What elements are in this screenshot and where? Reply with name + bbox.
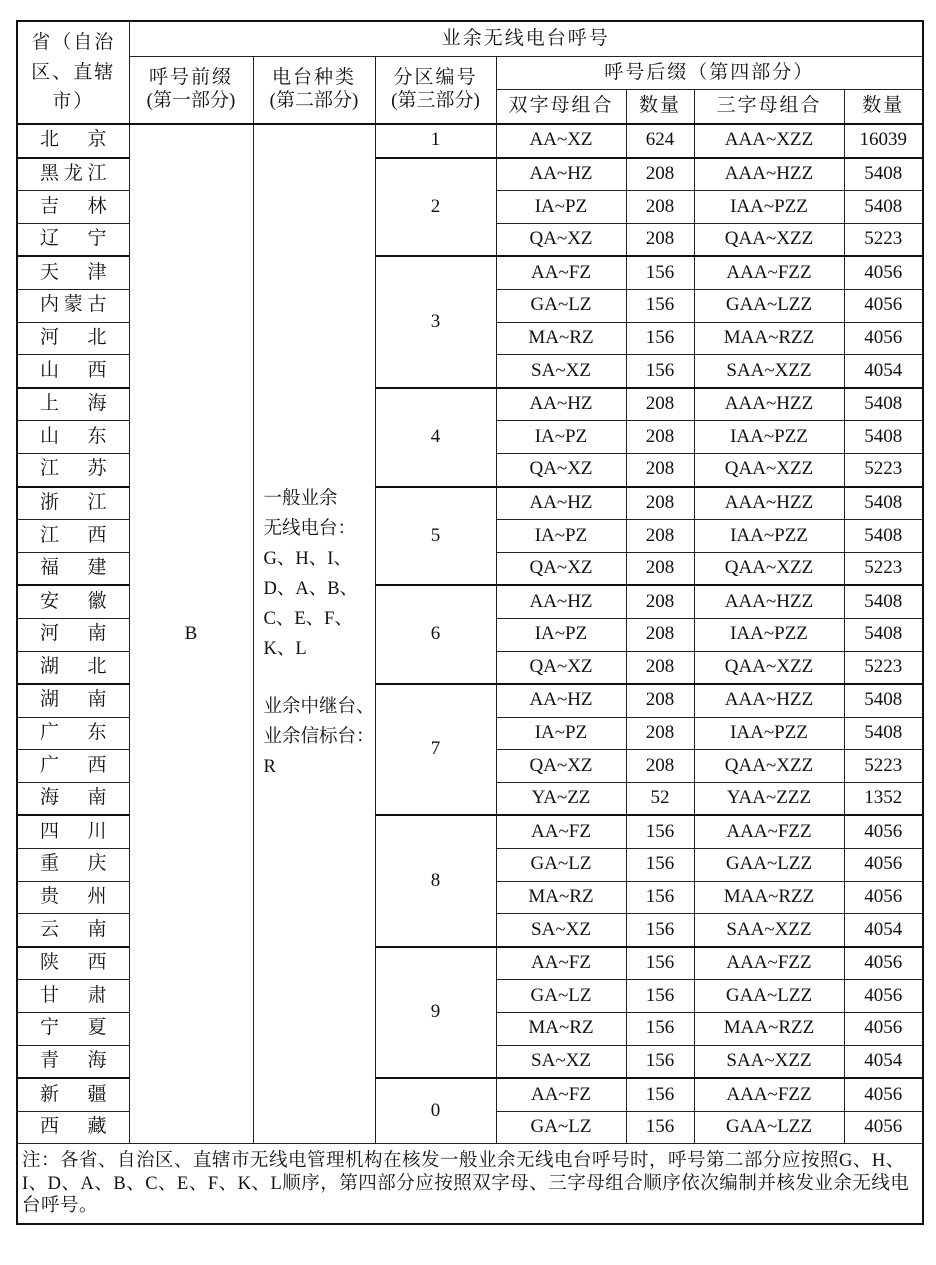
double-letter-cell: IA~PZ <box>496 717 626 750</box>
triple-letter-cell: AAA~FZZ <box>694 256 844 289</box>
double-count-cell: 624 <box>626 124 694 158</box>
province-cell: 安徽 <box>17 585 129 618</box>
double-letter-cell: MA~RZ <box>496 322 626 355</box>
triple-count-cell: 4054 <box>844 355 923 388</box>
double-letter-cell: MA~RZ <box>496 1013 626 1046</box>
double-letter-cell: AA~FZ <box>496 815 626 848</box>
triple-count-cell: 4054 <box>844 1045 923 1078</box>
zone-cell: 7 <box>375 684 496 815</box>
triple-count-cell: 5408 <box>844 158 923 191</box>
double-letter-cell: GA~LZ <box>496 289 626 322</box>
triple-count-cell: 4056 <box>844 815 923 848</box>
station-type-line: D、A、B、 <box>263 579 359 600</box>
triple-letter-cell: QAA~XZZ <box>694 552 844 585</box>
zone-cell: 9 <box>375 947 496 1078</box>
double-letter-cell: AA~FZ <box>496 947 626 980</box>
double-count-cell: 156 <box>626 355 694 388</box>
triple-letter-cell: GAA~LZZ <box>694 1111 844 1144</box>
triple-count-cell: 5408 <box>844 191 923 224</box>
triple-letter-cell: IAA~PZZ <box>694 421 844 454</box>
double-letter-cell: AA~HZ <box>496 158 626 191</box>
triple-count-cell: 5223 <box>844 223 923 256</box>
double-letter-cell: QA~XZ <box>496 651 626 684</box>
double-letter-cell: SA~XZ <box>496 914 626 947</box>
type-label: 电台种类 <box>271 67 356 89</box>
triple-count-cell: 5408 <box>844 684 923 717</box>
triple-count-cell: 5408 <box>844 421 923 454</box>
double-letter-cell: AA~HZ <box>496 585 626 618</box>
triple-count-cell: 4056 <box>844 1111 923 1144</box>
double-letter-cell: AA~XZ <box>496 124 626 158</box>
triple-count-cell: 5223 <box>844 453 923 486</box>
triple-letter-cell: QAA~XZZ <box>694 453 844 486</box>
triple-count-cell: 4056 <box>844 1078 923 1111</box>
double-count-cell: 156 <box>626 849 694 882</box>
double-letter-cell: QA~XZ <box>496 750 626 783</box>
triple-count-cell: 4056 <box>844 980 923 1013</box>
triple-letter-cell: IAA~PZZ <box>694 520 844 553</box>
province-cell: 山东 <box>17 421 129 454</box>
double-count-cell: 208 <box>626 223 694 256</box>
province-cell: 青海 <box>17 1045 129 1078</box>
province-cell: 北京 <box>17 124 129 158</box>
province-cell: 湖南 <box>17 684 129 717</box>
double-letter-header: 双字母组合 <box>496 90 626 125</box>
triple-count-cell: 4056 <box>844 1013 923 1046</box>
triple-letter-cell: AAA~FZZ <box>694 947 844 980</box>
double-letter-cell: QA~XZ <box>496 453 626 486</box>
province-cell: 广东 <box>17 717 129 750</box>
province-cell: 福建 <box>17 552 129 585</box>
province-cell: 浙江 <box>17 487 129 520</box>
triple-letter-cell: QAA~XZZ <box>694 223 844 256</box>
triple-letter-cell: SAA~XZZ <box>694 1045 844 1078</box>
province-cell: 上海 <box>17 388 129 421</box>
double-count-cell: 156 <box>626 1045 694 1078</box>
double-letter-cell: MA~RZ <box>496 881 626 914</box>
double-letter-cell: AA~FZ <box>496 1078 626 1111</box>
triple-letter-cell: AAA~XZZ <box>694 124 844 158</box>
triple-letter-cell: AAA~HZZ <box>694 585 844 618</box>
callsign-table <box>16 20 924 1225</box>
prefix-column-header <box>129 57 253 125</box>
double-count-cell: 52 <box>626 782 694 815</box>
station-type-text <box>264 485 375 783</box>
province-cell: 湖北 <box>17 651 129 684</box>
double-count-cell: 156 <box>626 1111 694 1144</box>
triple-count-cell: 5223 <box>844 552 923 585</box>
triple-letter-cell: GAA~LZZ <box>694 849 844 882</box>
triple-letter-cell: IAA~PZZ <box>694 618 844 651</box>
province-cell: 宁夏 <box>17 1013 129 1046</box>
province-cell: 黑龙江 <box>17 158 129 191</box>
triple-letter-cell: AAA~HZZ <box>694 684 844 717</box>
triple-letter-cell: AAA~FZZ <box>694 1078 844 1111</box>
zone-cell: 8 <box>375 815 496 946</box>
double-letter-cell: GA~LZ <box>496 980 626 1013</box>
triple-letter-header: 三字母组合 <box>694 90 844 125</box>
zone-cell: 3 <box>375 256 496 387</box>
double-letter-cell: AA~FZ <box>496 256 626 289</box>
triple-count-cell: 5223 <box>844 750 923 783</box>
double-letter-cell: IA~PZ <box>496 520 626 553</box>
double-count-cell: 156 <box>626 947 694 980</box>
zone-sub-label: (第三部分) <box>391 90 480 111</box>
triple-count-cell: 5408 <box>844 520 923 553</box>
triple-count-cell: 4056 <box>844 256 923 289</box>
station-type-line: R <box>263 757 276 778</box>
triple-count-cell: 4056 <box>844 289 923 322</box>
station-type-line: 一般业余 <box>263 489 338 510</box>
suffix-group-header: 呼号后缀（第四部分） <box>496 57 923 90</box>
type-sub-label: (第二部分) <box>269 90 359 111</box>
triple-letter-cell: YAA~ZZZ <box>694 782 844 815</box>
triple-letter-cell: MAA~RZZ <box>694 322 844 355</box>
triple-count-cell: 16039 <box>844 124 923 158</box>
zone-cell: 4 <box>375 388 496 487</box>
double-letter-cell: SA~XZ <box>496 355 626 388</box>
triple-count-cell: 4056 <box>844 849 923 882</box>
station-type-line: 无线电台： <box>263 519 357 540</box>
double-count-cell: 156 <box>626 980 694 1013</box>
table-note: 注：各省、自治区、直辖市无线电管理机构在核发一般业余无线电台呼号时，呼号第二部分应按照G、H、I、D、A、B、C、E、F、K、L顺序，第四部分应按照双字母、三字母组合顺序依次编制并核发业余无线电台呼号。 <box>17 1144 923 1224</box>
double-count-cell: 208 <box>626 552 694 585</box>
station-type-line: K、L <box>263 639 307 660</box>
callsign-table-container <box>16 20 922 1225</box>
province-cell: 陕西 <box>17 947 129 980</box>
double-count-cell: 208 <box>626 684 694 717</box>
triple-letter-cell: AAA~HZZ <box>694 388 844 421</box>
double-count-cell: 208 <box>626 750 694 783</box>
double-count-cell: 208 <box>626 520 694 553</box>
double-count-cell: 208 <box>626 191 694 224</box>
province-cell: 辽宁 <box>17 223 129 256</box>
province-column-header: 省（自治区、直辖市） <box>17 21 129 124</box>
triple-letter-cell: IAA~PZZ <box>694 191 844 224</box>
zone-label: 分区编号 <box>393 67 478 89</box>
station-type-line: 业余信标台： <box>263 727 375 748</box>
double-letter-cell: AA~HZ <box>496 388 626 421</box>
triple-letter-cell: AAA~HZZ <box>694 487 844 520</box>
double-count-cell: 208 <box>626 651 694 684</box>
type-column-header <box>253 57 375 125</box>
triple-letter-cell: GAA~LZZ <box>694 980 844 1013</box>
triple-count-cell: 5223 <box>844 651 923 684</box>
province-cell: 内蒙古 <box>17 289 129 322</box>
triple-letter-cell: QAA~XZZ <box>694 750 844 783</box>
prefix-sub-label: (第一部分) <box>146 90 236 111</box>
double-letter-cell: YA~ZZ <box>496 782 626 815</box>
triple-count-cell: 5408 <box>844 388 923 421</box>
province-cell: 河南 <box>17 618 129 651</box>
province-cell: 广西 <box>17 750 129 783</box>
zone-cell: 0 <box>375 1078 496 1144</box>
double-count-cell: 208 <box>626 421 694 454</box>
double-count-cell: 208 <box>626 388 694 421</box>
double-count-cell: 156 <box>626 914 694 947</box>
province-cell: 山西 <box>17 355 129 388</box>
triple-letter-cell: SAA~XZZ <box>694 355 844 388</box>
double-count-cell: 156 <box>626 1013 694 1046</box>
triple-letter-cell: SAA~XZZ <box>694 914 844 947</box>
double-letter-cell: GA~LZ <box>496 849 626 882</box>
callsign-group-header: 业余无线电台呼号 <box>129 21 923 57</box>
triple-count-header: 数量 <box>844 90 923 125</box>
province-cell: 海南 <box>17 782 129 815</box>
triple-count-cell: 5408 <box>844 487 923 520</box>
triple-count-cell: 5408 <box>844 585 923 618</box>
station-type-line: C、E、F、 <box>263 609 353 630</box>
zone-cell: 5 <box>375 487 496 586</box>
triple-count-cell: 4054 <box>844 914 923 947</box>
province-cell: 重庆 <box>17 849 129 882</box>
double-count-cell: 156 <box>626 289 694 322</box>
triple-letter-cell: MAA~RZZ <box>694 1013 844 1046</box>
province-cell: 江苏 <box>17 453 129 486</box>
double-letter-cell: AA~HZ <box>496 487 626 520</box>
double-letter-cell: IA~PZ <box>496 618 626 651</box>
province-cell: 四川 <box>17 815 129 848</box>
double-count-cell: 156 <box>626 256 694 289</box>
triple-letter-cell: AAA~FZZ <box>694 815 844 848</box>
table-row <box>17 124 923 158</box>
double-count-cell: 208 <box>626 585 694 618</box>
double-count-cell: 156 <box>626 1078 694 1111</box>
triple-count-cell: 4056 <box>844 881 923 914</box>
double-letter-cell: IA~PZ <box>496 191 626 224</box>
double-count-cell: 156 <box>626 881 694 914</box>
province-cell: 贵州 <box>17 881 129 914</box>
triple-letter-cell: IAA~PZZ <box>694 717 844 750</box>
station-type-cell <box>253 124 375 1144</box>
double-count-header: 数量 <box>626 90 694 125</box>
triple-count-cell: 1352 <box>844 782 923 815</box>
double-letter-cell: IA~PZ <box>496 421 626 454</box>
triple-count-cell: 5408 <box>844 717 923 750</box>
province-cell: 甘肃 <box>17 980 129 1013</box>
province-cell: 江西 <box>17 520 129 553</box>
triple-count-cell: 4056 <box>844 322 923 355</box>
station-type-line: 业余中继台、 <box>263 697 375 718</box>
triple-letter-cell: AAA~HZZ <box>694 158 844 191</box>
zone-column-header <box>375 57 496 125</box>
province-cell: 河北 <box>17 322 129 355</box>
station-type-line: G、H、I、 <box>263 549 352 570</box>
zone-cell: 6 <box>375 585 496 684</box>
double-letter-cell: GA~LZ <box>496 1111 626 1144</box>
double-letter-cell: QA~XZ <box>496 223 626 256</box>
double-count-cell: 208 <box>626 487 694 520</box>
double-count-cell: 208 <box>626 618 694 651</box>
double-count-cell: 208 <box>626 717 694 750</box>
double-count-cell: 208 <box>626 158 694 191</box>
double-letter-cell: AA~HZ <box>496 684 626 717</box>
triple-letter-cell: QAA~XZZ <box>694 651 844 684</box>
province-cell: 云南 <box>17 914 129 947</box>
double-count-cell: 208 <box>626 453 694 486</box>
triple-letter-cell: MAA~RZZ <box>694 881 844 914</box>
double-letter-cell: QA~XZ <box>496 552 626 585</box>
double-count-cell: 156 <box>626 815 694 848</box>
zone-cell: 2 <box>375 158 496 257</box>
double-count-cell: 156 <box>626 322 694 355</box>
province-cell: 新疆 <box>17 1078 129 1111</box>
triple-letter-cell: GAA~LZZ <box>694 289 844 322</box>
prefix-label: 呼号前缀 <box>148 67 233 89</box>
zone-cell: 1 <box>375 124 496 158</box>
triple-count-cell: 5408 <box>844 618 923 651</box>
province-cell: 吉林 <box>17 191 129 224</box>
triple-count-cell: 4056 <box>844 947 923 980</box>
prefix-cell: B <box>129 124 253 1144</box>
double-letter-cell: SA~XZ <box>496 1045 626 1078</box>
table-body <box>17 124 923 1144</box>
province-cell: 西藏 <box>17 1111 129 1144</box>
province-cell: 天津 <box>17 256 129 289</box>
